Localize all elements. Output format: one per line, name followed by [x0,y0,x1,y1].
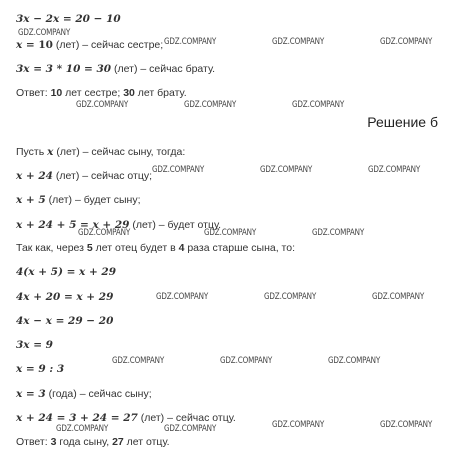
sister-age-line [16,38,163,52]
watermark: GDZ.COMPANY [264,292,317,302]
equation-value: = 10 [22,39,53,51]
watermark: GDZ.COMPANY [220,356,273,366]
equation-expr: 3x − 2x = 20 − 10 [16,13,121,25]
brother-age-line [16,62,215,76]
watermark: GDZ.COMPANY [204,228,257,238]
answer-number-2: 27 [112,436,124,448]
equation-expr: 3x = 3 * 10 = 30 [16,63,112,75]
section-heading: Решение б [367,114,438,130]
condition-number-2: 4 [178,242,185,254]
equation-expr: x + 5 [16,194,46,206]
brother-age-text: (лет) – сейчас брату. [111,63,216,75]
answer-b-line [16,435,170,449]
watermark: GDZ.COMPANY [156,292,209,302]
answer-number-2: 30 [123,87,135,99]
father-age-line [16,169,152,183]
intro-prefix: Пусть [16,146,48,158]
watermark: GDZ.COMPANY [76,100,129,110]
watermark: GDZ.COMPANY [272,37,325,47]
equation-line-e1 [16,265,116,279]
equation-expr: 4x + 20 = x + 29 [16,291,114,303]
condition-part-2: лет отец будет в [92,242,179,254]
watermark: GDZ.COMPANY [152,165,205,175]
answer-suffix: лет отцу. [123,436,170,448]
watermark: GDZ.COMPANY [56,424,109,434]
watermark: GDZ.COMPANY [328,356,381,366]
watermark: GDZ.COMPANY [368,165,421,175]
equation-expr: x + 24 + 5 = x + 29 [16,219,130,231]
equation-expr: x + 24 [16,170,53,182]
watermark: GDZ.COMPANY [164,424,217,434]
watermark: GDZ.COMPANY [184,100,237,110]
equation-line-e2 [16,290,113,304]
equation-expr: 4x − x = 29 − 20 [16,315,114,327]
watermark: GDZ.COMPANY [260,165,313,175]
watermark: GDZ.COMPANY [164,37,217,47]
equation-expr: 3x = 9 [16,339,53,351]
answer-number-1: 3 [50,436,57,448]
equation-line-e4 [16,338,53,352]
watermark: GDZ.COMPANY [372,292,425,302]
watermark: GDZ.COMPANY [112,356,165,366]
father-age-text: (лет) – сейчас отцу; [52,170,153,182]
watermark: GDZ.COMPANY [18,28,71,38]
answer-number-1: 10 [50,87,63,99]
son-age-line [16,387,152,401]
condition-line [16,241,295,255]
equation-expr: x = 3 [16,388,46,400]
equation-expr: 4(x + 5) = x + 29 [16,266,117,278]
equation-line-e3 [16,314,113,328]
answer-mid: года сыну, [56,436,113,448]
equation-expr: x = 9 : 3 [16,363,65,375]
watermark: GDZ.COMPANY [380,420,433,430]
condition-part-1: Так как, через [16,242,87,254]
father-age-result-text: (лет) – сейчас отцу. [137,412,236,424]
condition-part-3: раза старше сына, то: [184,242,295,254]
intro-suffix: (лет) – сейчас сыну, тогда: [53,146,186,158]
son-future-text: (лет) – будет сыну; [45,194,141,206]
watermark: GDZ.COMPANY [272,420,325,430]
father-age-result-line [16,411,236,425]
son-future-line [16,193,141,207]
watermark: GDZ.COMPANY [292,100,345,110]
condition-number-1: 5 [86,242,93,254]
son-age-text: (года) – сейчас сыну; [45,388,152,400]
intro-line [16,145,185,159]
answer-a-line [16,86,187,100]
answer-suffix: лет брату. [134,87,187,99]
answer-prefix: Ответ: [16,436,51,448]
equation-line-e5 [16,362,64,376]
equation-expr: x + 24 = 3 + 24 = 27 [16,412,138,424]
variable-x: x [47,146,54,158]
answer-prefix: Ответ: [16,87,51,99]
sister-age-text: (лет) – сейчас сестре; [53,39,164,51]
answer-mid: лет сестре; [62,87,124,99]
father-future-text: (лет) – будет отцу. [129,219,222,231]
watermark: GDZ.COMPANY [380,37,433,47]
variable-x: x [16,39,23,51]
watermark: GDZ.COMPANY [78,228,131,238]
equation-line-1 [16,12,121,26]
watermark: GDZ.COMPANY [312,228,365,238]
